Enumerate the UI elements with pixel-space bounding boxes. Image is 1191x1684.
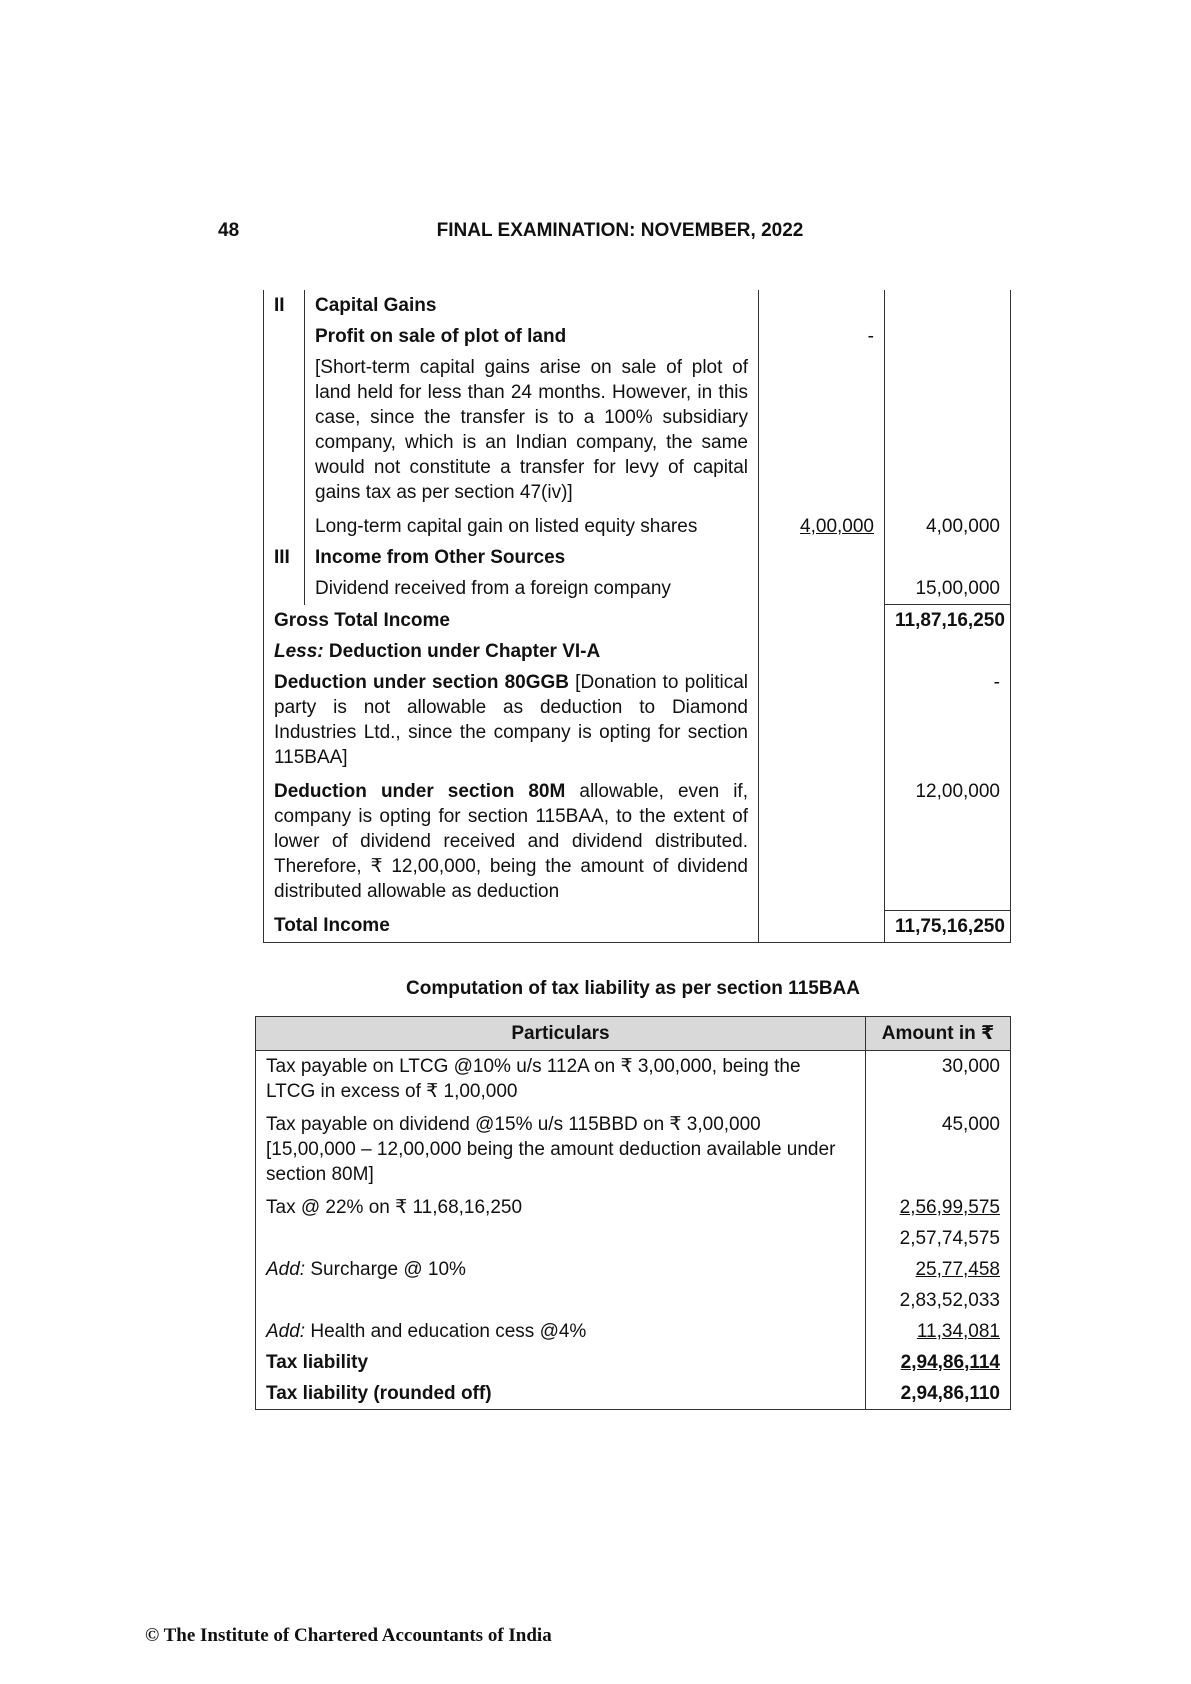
- amount-cell: 2,83,52,033: [866, 1285, 1011, 1316]
- amount-cell: 2,57,74,575: [866, 1223, 1011, 1254]
- amount-cell: -: [759, 321, 885, 352]
- column-header-particulars: Particulars: [256, 1017, 866, 1051]
- gross-total-income-amount: 11,87,16,250: [885, 605, 1011, 637]
- deduction-80ggb-text: Deduction under section 80GGB [Donation to political party is not allowable as deduction to Diamond Industries Ltd., since the company is opting for section 115BAA]: [264, 667, 759, 776]
- income-computation-table: [263, 290, 1011, 943]
- table-row: [256, 1347, 1011, 1378]
- table-row: [256, 1316, 1011, 1347]
- amount-cell: 4,00,000: [759, 511, 885, 542]
- table-row: [264, 910, 1011, 942]
- section-heading: Income from Other Sources: [305, 542, 759, 573]
- table-row: [256, 1107, 1011, 1190]
- table-row: [264, 352, 1011, 511]
- row-label: Tax payable on dividend @15% u/s 115BBD on ₹ 3,00,000 [15,00,000 – 12,00,000 being the amount deduction available under section 80M]: [256, 1107, 866, 1190]
- table-row: [264, 636, 1011, 667]
- table-row: [264, 605, 1011, 637]
- row-label: Add: Health and education cess @4%: [256, 1316, 866, 1347]
- table-row: [264, 776, 1011, 910]
- amount-cell: 2,56,99,575: [866, 1190, 1011, 1223]
- amount-cell: 2,94,86,110: [866, 1378, 1011, 1410]
- tax-liability-table: [255, 1016, 1011, 1410]
- amount-cell: 15,00,000: [885, 573, 1011, 605]
- table-row: [256, 1378, 1011, 1410]
- roman-numeral: III: [264, 542, 305, 573]
- deduction-80m-text: Deduction under section 80M allowable, even if, company is opting for section 115BAA, to the extent of lower of dividend received and dividend distributed. Therefore, ₹ 12,00,000, being the amount of dividend distributed allowable as deduction: [264, 776, 759, 910]
- row-label: Tax liability (rounded off): [256, 1378, 866, 1410]
- amount-cell: 45,000: [866, 1107, 1011, 1190]
- amount-cell: -: [885, 667, 1011, 776]
- gross-total-income-label: Gross Total Income: [264, 605, 759, 637]
- table-row: [256, 1223, 1011, 1254]
- amount-cell: 12,00,000: [885, 776, 1011, 910]
- table-row: [256, 1051, 1011, 1108]
- table-row: [264, 573, 1011, 605]
- table-row: [256, 1254, 1011, 1285]
- row-label: Profit on sale of plot of land: [305, 321, 759, 352]
- amount-cell: 25,77,458: [866, 1254, 1011, 1285]
- amount-cell: 30,000: [866, 1051, 1011, 1108]
- table-row: [256, 1190, 1011, 1223]
- section-heading: Capital Gains: [305, 290, 759, 321]
- amount-cell: 11,34,081: [866, 1316, 1011, 1347]
- copyright-footer: © The Institute of Chartered Accountants of India: [145, 1625, 552, 1646]
- table-row: [264, 321, 1011, 352]
- roman-numeral: II: [264, 290, 305, 321]
- table-row: [264, 667, 1011, 776]
- table-row: [264, 542, 1011, 573]
- table-row: [256, 1285, 1011, 1316]
- row-label: Long-term capital gain on listed equity shares: [305, 511, 759, 542]
- section-title: Computation of tax liability as per section 115BAA: [406, 978, 860, 999]
- page-number: 48: [218, 220, 240, 241]
- total-income-label: Total Income: [264, 910, 759, 942]
- row-label: Tax @ 22% on ₹ 11,68,16,250: [256, 1190, 866, 1223]
- amount-cell: 4,00,000: [885, 511, 1011, 542]
- table-row: [264, 290, 1011, 321]
- total-income-amount: 11,75,16,250: [885, 910, 1011, 942]
- column-header-amount: Amount in ₹: [866, 1017, 1011, 1051]
- table-header-row: [256, 1017, 1011, 1051]
- row-label: Add: Surcharge @ 10%: [256, 1254, 866, 1285]
- note-text: [Short-term capital gains arise on sale of plot of land held for less than 24 months. However, in this case, since the transfer is to a 100% subsidiary company, which is an Indian company, the same would not constitute a transfer for levy of capital gains tax as per section 47(iv)]: [305, 352, 759, 511]
- less-deduction-heading: Less: Deduction under Chapter VI-A: [264, 636, 759, 667]
- row-label: Dividend received from a foreign company: [305, 573, 759, 605]
- table-row: [264, 511, 1011, 542]
- amount-cell: 2,94,86,114: [866, 1347, 1011, 1378]
- page-header-title: FINAL EXAMINATION: NOVEMBER, 2022: [436, 220, 804, 241]
- row-label: Tax liability: [256, 1347, 866, 1378]
- row-label: Tax payable on LTCG @10% u/s 112A on ₹ 3,00,000, being the LTCG in excess of ₹ 1,00,000: [256, 1051, 866, 1108]
